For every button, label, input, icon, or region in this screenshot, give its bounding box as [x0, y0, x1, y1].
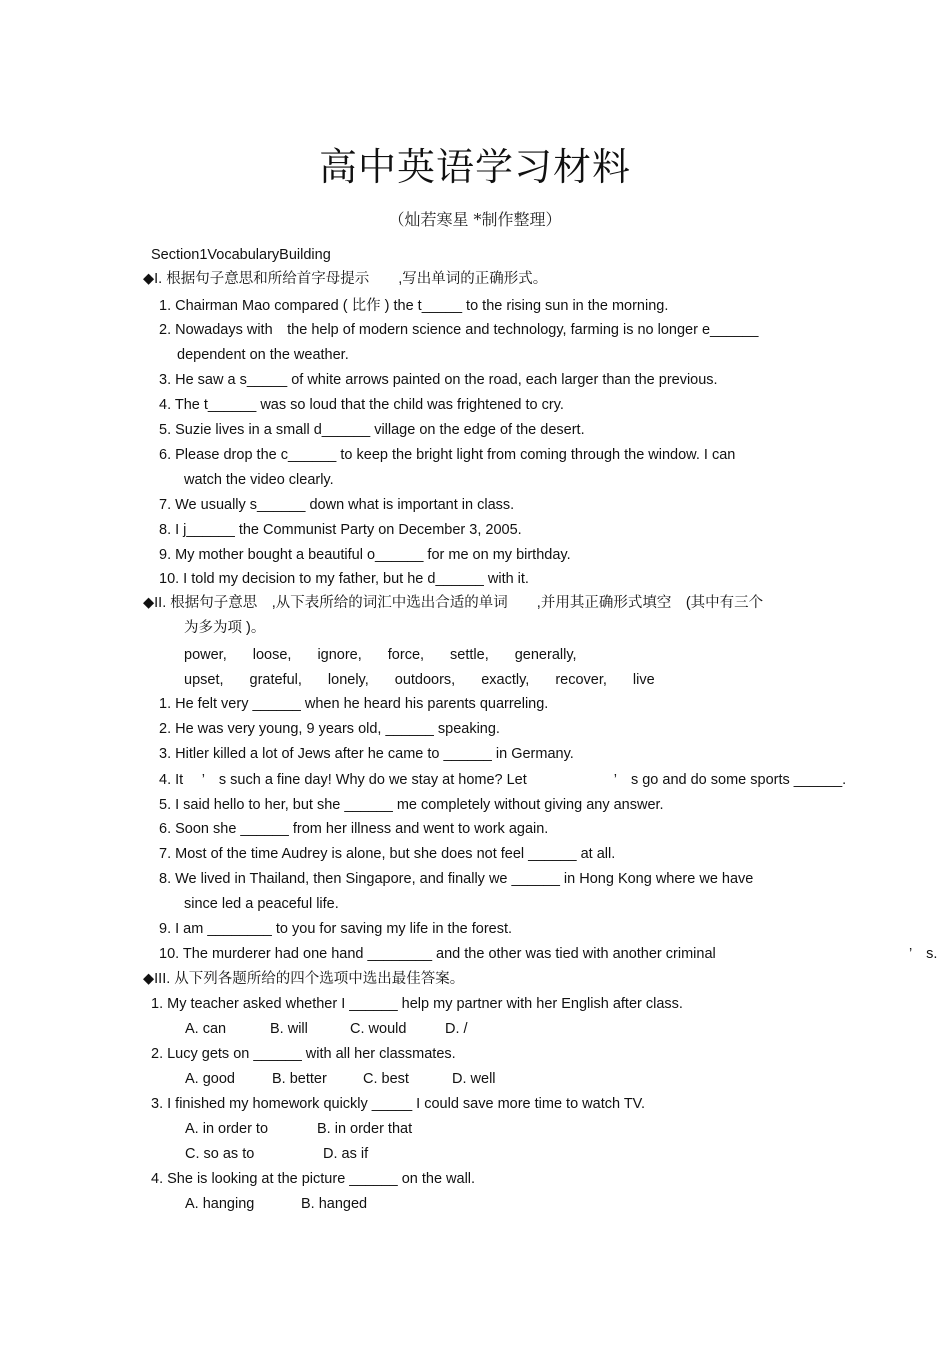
- word-bank-word: loose,: [252, 647, 292, 663]
- part-ii-item: 9. I am ________ to you for saving my life in the forest.: [159, 921, 513, 937]
- part-i-item: 5. Suzie lives in a small d______ village on the edge of the desert.: [159, 422, 585, 438]
- question-3: 3. I finished my homework quickly _____ I could save more time to watch TV.: [151, 1096, 646, 1112]
- part-i-item: 1. Chairman Mao compared ( 比作 ) the t_____ to the rising sun in the morning.: [159, 298, 669, 314]
- option: A. can: [185, 1021, 227, 1037]
- part-ii-item: 2. He was very young, 9 years old, ______ speaking.: [159, 721, 500, 737]
- part-i-item: 3. He saw a s_____ of white arrows painted on the road, each larger than the previous.: [159, 372, 718, 388]
- question-2-options: [185, 1070, 496, 1088]
- question-3-options-a: [185, 1120, 412, 1138]
- part-ii-item: 5. I said hello to her, but she ______ me completely without giving any answer.: [159, 797, 664, 813]
- option: C. would: [350, 1021, 407, 1037]
- option: A. in order to: [185, 1121, 269, 1137]
- question-1: 1. My teacher asked whether I ______ help my partner with her English after class.: [151, 996, 683, 1012]
- page-title: 高中英语学习材料: [318, 145, 631, 189]
- word-bank-word: grateful,: [249, 672, 302, 688]
- part-ii-item: 10. The murderer had one hand ________ and the other was tied with another criminal: [159, 946, 716, 962]
- part-i-item: 7. We usually s______ down what is important in class.: [159, 497, 515, 513]
- part-ii-item: 3. Hitler killed a lot of Jews after he came to ______ in Germany.: [159, 746, 574, 762]
- part-ii-item: 6. Soon she ______ from her illness and went to work again.: [159, 821, 549, 837]
- part-i-item: 4. The t______ was so loud that the child was frightened to cry.: [159, 397, 564, 413]
- part-ii-item: 8. We lived in Thailand, then Singapore, and finally we ______ in Hong Kong where we have: [159, 871, 754, 887]
- option: A. good: [185, 1071, 235, 1087]
- word-bank-word: recover,: [555, 672, 607, 688]
- part-i-item-cont: dependent on the weather.: [177, 347, 349, 363]
- word-bank-row-1: [184, 646, 603, 664]
- section-heading: Section1VocabularyBuilding: [151, 247, 331, 263]
- word-bank-word: power,: [184, 647, 227, 663]
- question-3-options-b: [185, 1145, 368, 1163]
- word-bank-word: live: [632, 672, 655, 688]
- part-ii-item: 4. It ’ s such a fine day! Why do we stay at home? Let ’ s go and do some sports ______.: [159, 772, 847, 788]
- part-ii-heading-cont: 为多为项 )。: [184, 620, 266, 636]
- question-1-options: [185, 1020, 468, 1038]
- option: B. in order that: [317, 1121, 413, 1137]
- option: D. /: [445, 1021, 468, 1037]
- option: C. best: [363, 1071, 409, 1087]
- option: B. better: [272, 1071, 327, 1087]
- question-2: 2. Lucy gets on ______ with all her classmates.: [151, 1046, 456, 1062]
- part-ii-item: 7. Most of the time Audrey is alone, but she does not feel ______ at all.: [159, 846, 616, 862]
- word-bank-word: ignore,: [317, 647, 362, 663]
- option: A. hanging: [185, 1196, 255, 1212]
- part-ii-item-tail: ’ s.: [909, 946, 938, 962]
- part-iii-heading: ◆III. 从下列各题所给的四个选项中选出最佳答案。: [143, 971, 465, 987]
- word-bank-word: generally,: [514, 647, 577, 663]
- question-4-options: [185, 1195, 367, 1213]
- part-i-heading: ◆I. 根据句子意思和所给首字母提示 ,写出单词的正确形式。: [143, 271, 548, 287]
- part-i-item-cont: watch the video clearly.: [184, 472, 334, 488]
- word-bank-word: force,: [387, 647, 425, 663]
- word-bank-word: settle,: [450, 647, 489, 663]
- part-i-item: 6. Please drop the c______ to keep the bright light from coming through the window. I can: [159, 447, 736, 463]
- question-4: 4. She is looking at the picture ______ on the wall.: [151, 1171, 476, 1187]
- word-bank-row-2: [184, 671, 681, 689]
- part-i-item: 10. I told my decision to my father, but he d______ with it.: [159, 571, 529, 587]
- part-i-item: 8. I j______ the Communist Party on December 3, 2005.: [159, 522, 522, 538]
- word-bank-word: lonely,: [327, 672, 369, 688]
- part-ii-item: 1. He felt very ______ when he heard his parents quarreling.: [159, 696, 549, 712]
- part-i-item: 2. Nowadays with the help of modern science and technology, farming is no longer e______: [159, 322, 759, 338]
- word-bank-word: exactly,: [481, 672, 530, 688]
- word-bank-word: outdoors,: [394, 672, 456, 688]
- part-ii-heading: ◆II. 根据句子意思 ,从下表所给的词汇中选出合适的单词 ,并用其正确形式填空 (其中有三个: [143, 595, 764, 611]
- option: B. hanged: [301, 1196, 368, 1212]
- option: D. as if: [323, 1146, 369, 1162]
- option: B. will: [270, 1021, 308, 1037]
- part-ii-item-cont: since led a peaceful life.: [184, 896, 339, 912]
- option: C. so as to: [185, 1146, 255, 1162]
- part-i-item: 9. My mother bought a beautiful o______ for me on my birthday.: [159, 547, 571, 563]
- option: D. well: [452, 1071, 496, 1087]
- word-bank-word: upset,: [184, 672, 224, 688]
- page-subtitle: （灿若寒星 *制作整理）: [388, 210, 562, 229]
